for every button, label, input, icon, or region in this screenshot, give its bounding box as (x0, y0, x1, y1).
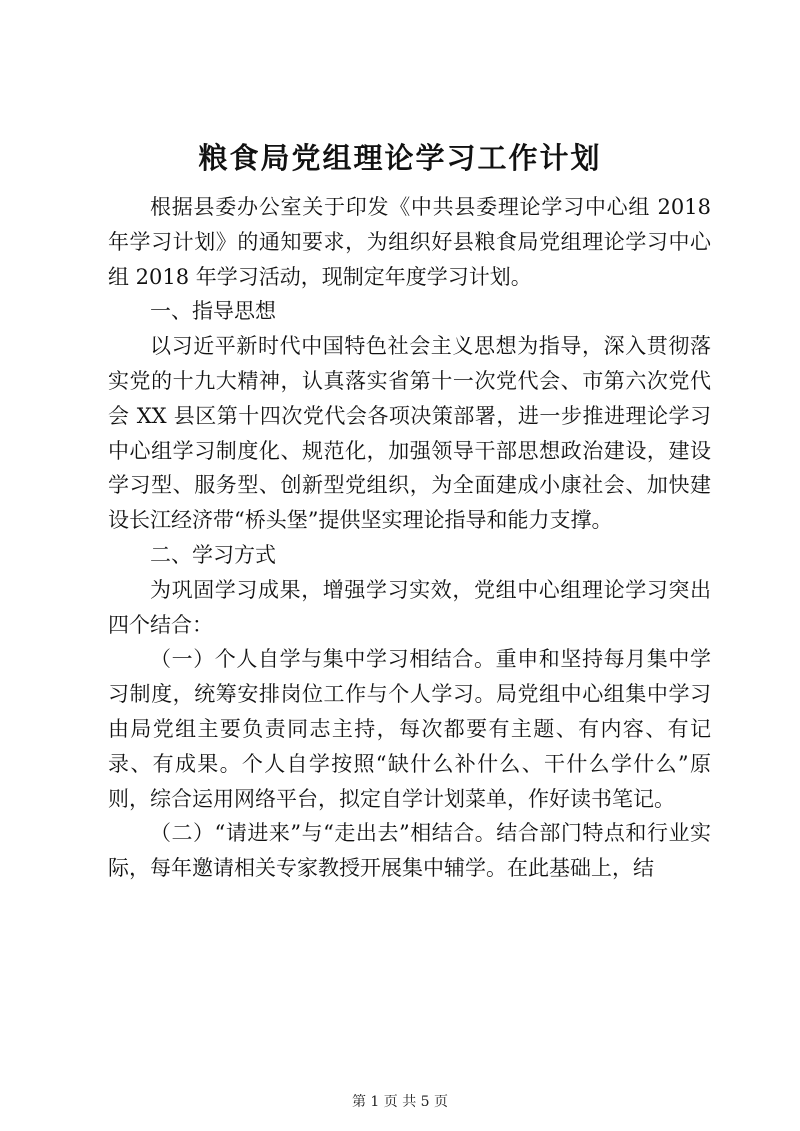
guiding-ideology-paragraph: 以习近平新时代中国特色社会主义思想为指导，深入贯彻落实党的十九大精神，认真落实省第十一次党代会、市第六次党代会 XX 县区第十四次党代会各项决策部署，进一步推进理论学习中心组学习制度化、规范化，加强领导干部思想政治建设，建设学习型、服务型、创新型党组织，为全面建成小康社会、加快建设长江经济带“桥头堡”提供坚实理论指导和能力支撑。 (108, 334, 711, 533)
page-footer: 第 1 页 共 5 页 (351, 1094, 449, 1110)
study-method-item-1: （一）个人自学与集中学习相结合。重申和坚持每月集中学习制度，统筹安排岗位工作与个人学习。局党组中心组集中学习由局党组主要负责同志主持，每次都要有主题、有内容、有记录、有成果。个人自学按照“缺什么补什么、干什么学什么”原则，综合运用网络平台，拟定自学计划菜单，作好读书笔记。 (108, 647, 711, 811)
document-body (108, 190, 711, 886)
document-title: 粮食局党组理论学习工作计划 (198, 141, 602, 175)
section-heading-guiding-ideology: 一、指导思想 (150, 299, 276, 324)
intro-paragraph: 根据县委办公室关于印发《中共县委理论学习中心组 2018 年学习计划》的通知要求，为组织好县粮食局党组理论学习中心组 2018 年学习活动，现制定年度学习计划。 (108, 195, 711, 289)
study-method-item-2: （二）“请进来”与“走出去”相结合。结合部门特点和行业实际，每年邀请相关专家教授开展集中辅学。在此基础上，结 (108, 821, 711, 881)
section-heading-study-method: 二、学习方式 (150, 542, 276, 567)
study-method-intro-paragraph: 为巩固学习成果，增强学习实效，党组中心组理论学习突出四个结合： (108, 577, 711, 637)
